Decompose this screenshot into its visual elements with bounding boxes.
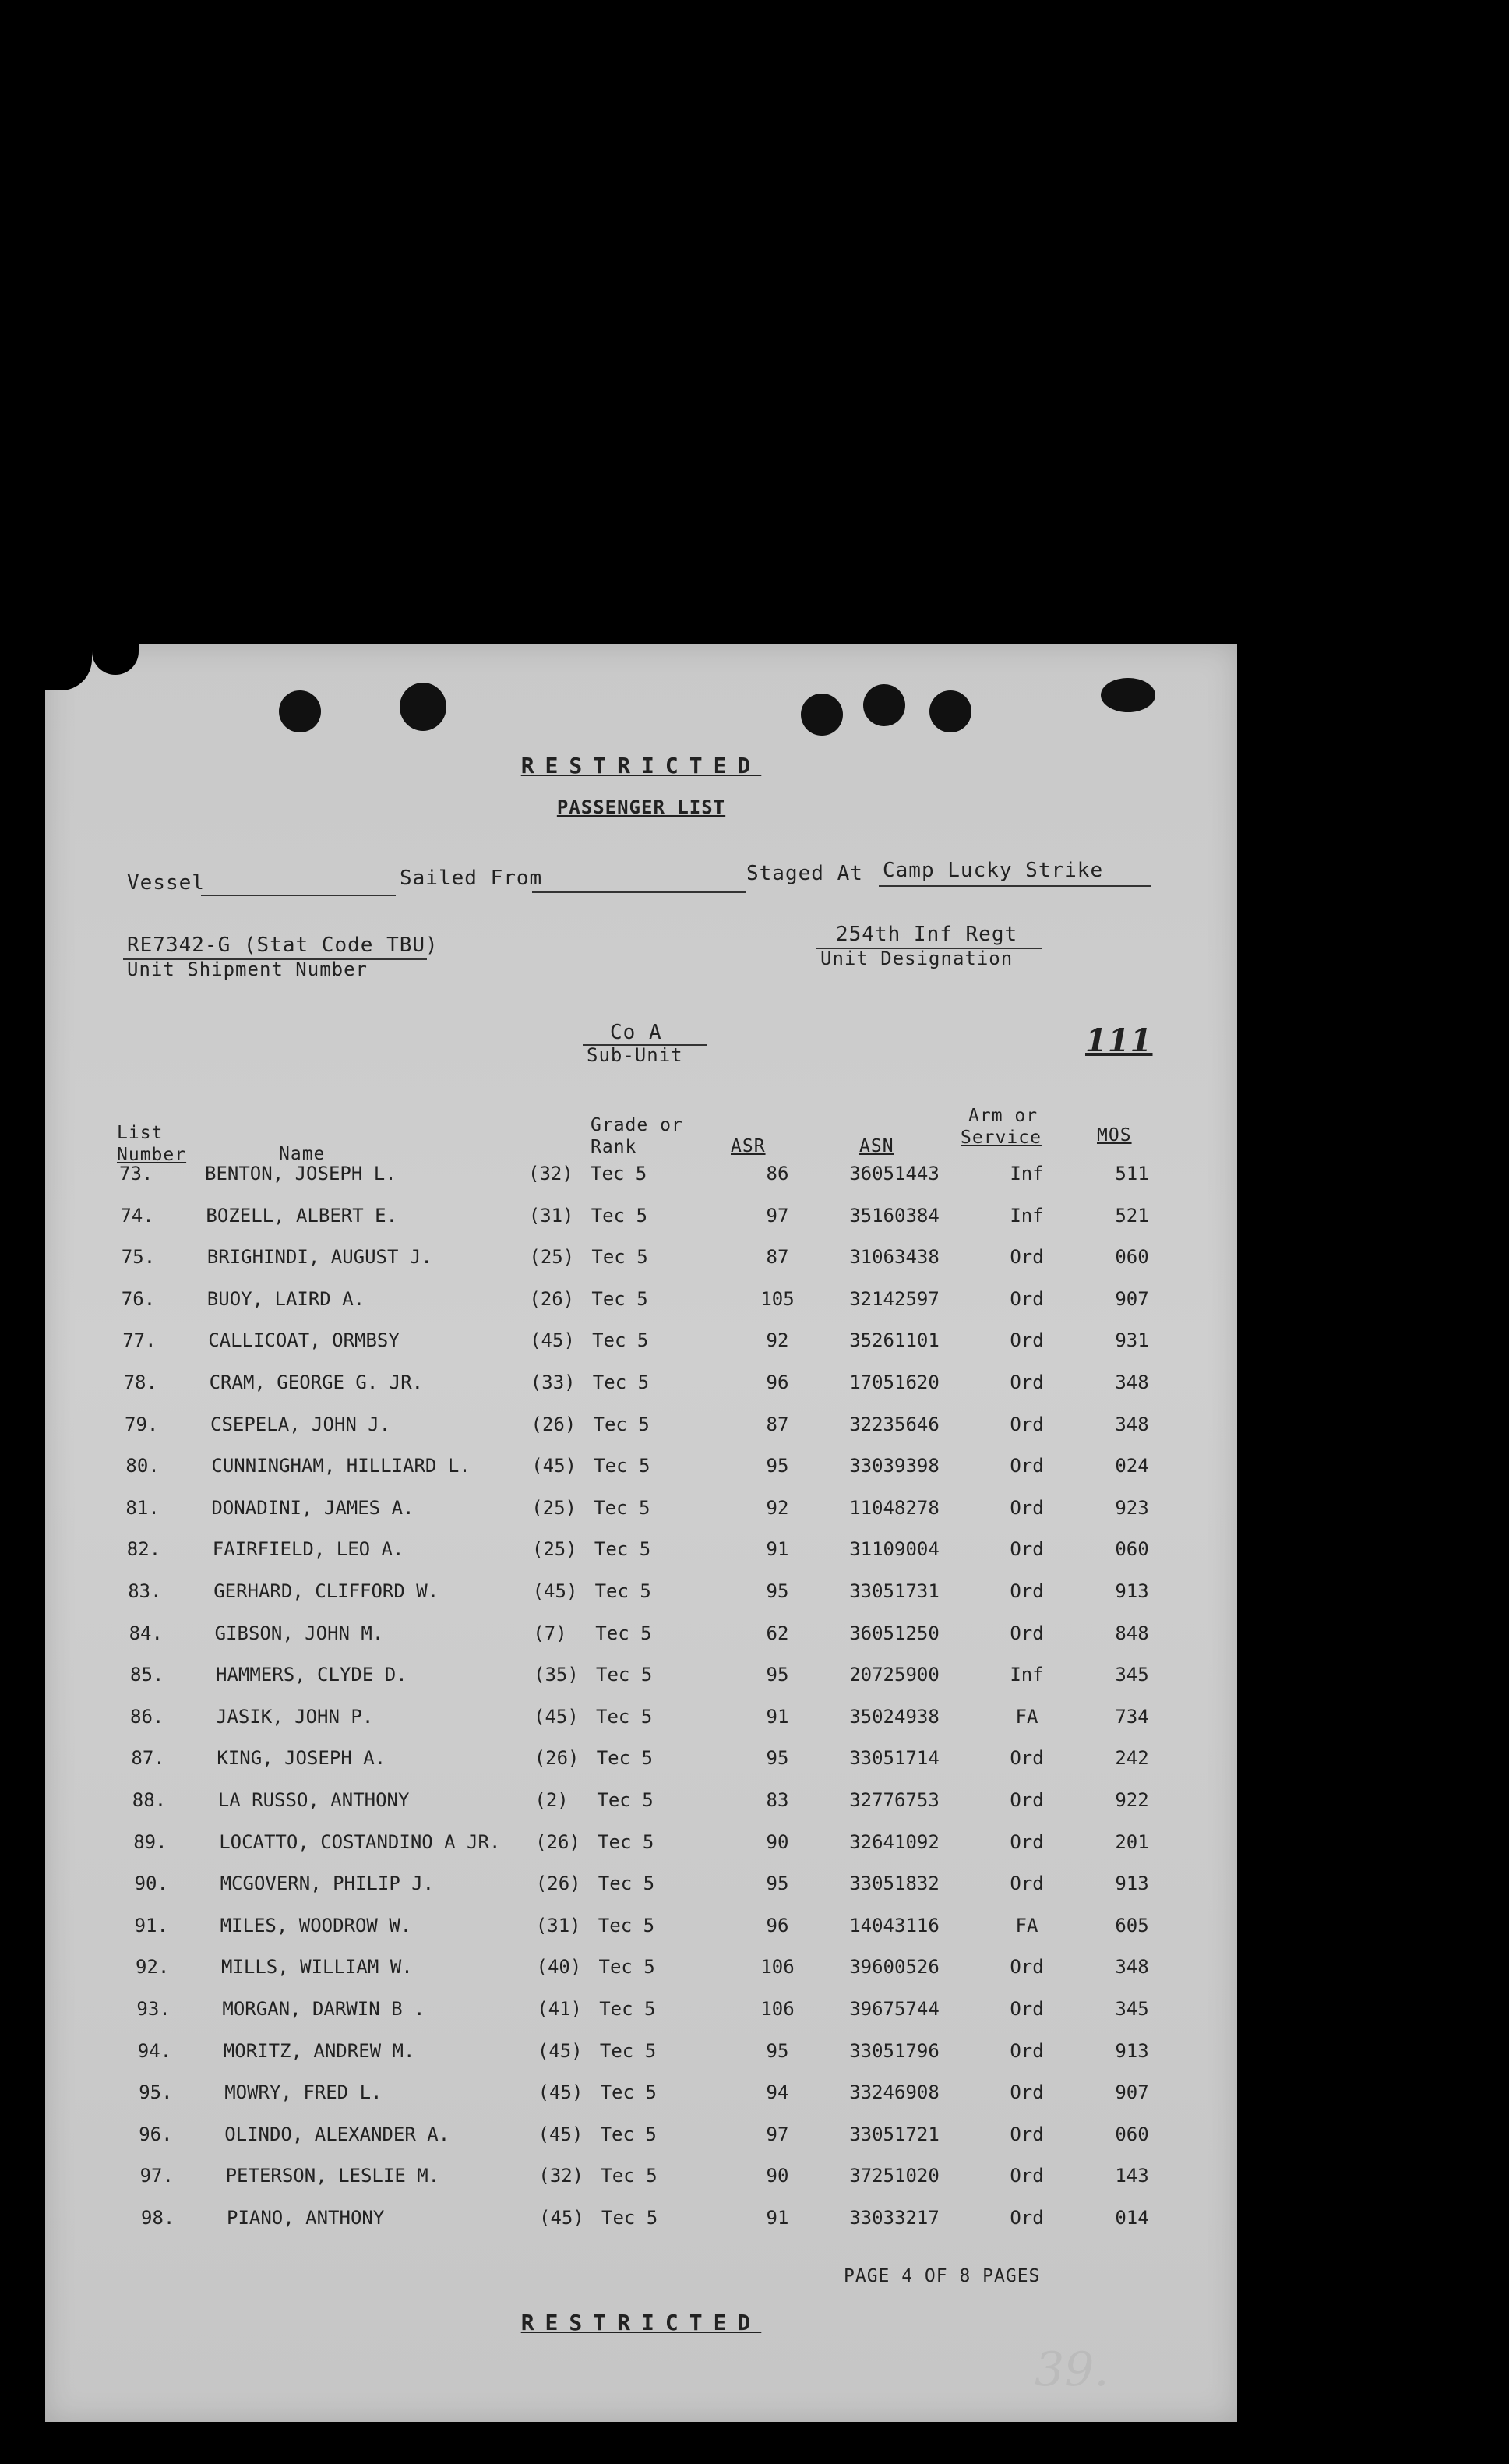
asr-value: 91: [766, 2207, 789, 2229]
page-indicator: PAGE 4 OF 8 PAGES: [844, 2266, 1041, 2286]
arm-service: Ord: [1010, 1329, 1044, 1352]
asn-value: 36051250: [849, 1622, 940, 1644]
asn-value: 20725900: [849, 1664, 940, 1686]
list-number: 82.: [126, 1538, 161, 1561]
asr-value: 90: [766, 1830, 789, 1853]
arm-service: Ord: [1010, 2039, 1044, 2062]
age-code: (26): [534, 1747, 580, 1770]
age-code: (45): [531, 1455, 576, 1477]
passenger-name: MORITZ, ANDREW M.: [223, 2039, 415, 2062]
handwritten-page-count: 111: [1085, 1022, 1153, 1059]
age-code: (32): [528, 1163, 573, 1184]
list-number: 79.: [125, 1413, 159, 1435]
mos-code: 345: [1115, 1998, 1149, 2020]
list-number: 75.: [121, 1246, 156, 1269]
asn-value: 32235646: [849, 1413, 940, 1435]
table-row: [45, 1747, 1237, 1778]
asn-value: 33051832: [849, 1873, 940, 1895]
grade: Tec 5: [596, 1664, 653, 1686]
classification-top: RESTRICTED: [520, 753, 762, 778]
asn-value: 11048278: [849, 1496, 940, 1519]
arm-service: Ord: [1010, 2081, 1044, 2104]
mos-code: 734: [1115, 1705, 1149, 1728]
asr-value: 106: [760, 1998, 795, 2020]
arm-service: Ord: [1010, 1371, 1044, 1393]
table-row: [45, 2165, 1237, 2196]
age-code: (40): [536, 1956, 582, 1979]
col-list-number: [117, 1122, 186, 1166]
passenger-name: MCGOVERN, PHILIP J.: [220, 1873, 435, 1895]
table-row: [45, 1915, 1237, 1946]
mos-code: 348: [1115, 1956, 1149, 1979]
arm-service: Ord: [1010, 2207, 1044, 2229]
asn-value: 33051731: [849, 1580, 940, 1602]
asr-value: 97: [766, 2123, 789, 2145]
mos-code: 907: [1115, 2081, 1149, 2104]
passenger-name: CALLICOAT, ORMBSY: [208, 1329, 400, 1352]
handwritten-number: 39.: [1035, 2342, 1109, 2397]
table-row: [45, 1789, 1237, 1820]
col-arm-l1: Arm or: [968, 1106, 1038, 1126]
mos-code: 060: [1115, 1246, 1149, 1269]
mos-code: 922: [1115, 1789, 1149, 1811]
arm-service: Ord: [1010, 1956, 1044, 1979]
col-asr: ASR: [731, 1136, 766, 1156]
mos-code: 848: [1115, 1622, 1149, 1644]
age-code: (35): [534, 1664, 579, 1686]
arm-service: Ord: [1010, 2123, 1044, 2145]
mos-code: 511: [1115, 1163, 1149, 1184]
mos-code: 348: [1115, 1413, 1149, 1435]
passenger-name: FAIRFIELD, LEO A.: [212, 1538, 404, 1561]
mos-code: 348: [1115, 1371, 1149, 1393]
asn-value: 31109004: [849, 1538, 940, 1561]
asn-value: 33051721: [849, 2123, 940, 2145]
grade: Tec 5: [594, 1455, 650, 1477]
asn-value: 35160384: [849, 1204, 940, 1227]
asr-value: 95: [766, 1664, 789, 1686]
age-code: (7): [533, 1622, 567, 1644]
grade: Tec 5: [598, 1873, 655, 1895]
arm-service: Ord: [1010, 2165, 1044, 2187]
mos-code: 913: [1115, 1580, 1149, 1602]
asr-value: 87: [766, 1413, 789, 1435]
col-list-number-l2: Number: [117, 1145, 187, 1165]
list-number: 84.: [129, 1622, 163, 1644]
asr-value: 105: [760, 1287, 795, 1310]
grade: Tec 5: [591, 1246, 648, 1269]
age-code: (2): [534, 1789, 569, 1811]
mos-code: 605: [1115, 1914, 1149, 1936]
passenger-name: OLINDO, ALEXANDER A.: [224, 2123, 450, 2145]
unit-shipment-value: RE7342-G (Stat Code TBU): [127, 934, 439, 957]
table-row: [45, 1246, 1237, 1277]
arm-service: Ord: [1010, 1747, 1044, 1770]
table-row: [45, 1455, 1237, 1486]
passenger-name: LOCATTO, COSTANDINO A JR.: [219, 1830, 501, 1853]
table-row: [45, 1163, 1237, 1194]
mos-code: 521: [1115, 1204, 1149, 1227]
passenger-name: HAMMERS, CLYDE D.: [216, 1664, 407, 1686]
asr-value: 96: [766, 1371, 789, 1393]
grade: Tec 5: [593, 1413, 650, 1435]
asn-value: 17051620: [849, 1371, 940, 1393]
asn-value: 32776753: [849, 1789, 940, 1811]
sailed-from-label: Sailed From: [400, 867, 543, 890]
mos-code: 913: [1115, 2039, 1149, 2062]
staged-at-value: Camp Lucky Strike: [883, 859, 1104, 882]
sub-unit-label: Sub-Unit: [587, 1044, 683, 1066]
arm-service: Ord: [1010, 1287, 1044, 1310]
grade: Tec 5: [592, 1371, 650, 1393]
list-number: 73.: [119, 1163, 153, 1184]
unit-shipment-label: Unit Shipment Number: [127, 958, 368, 980]
arm-service: Inf: [1010, 1163, 1044, 1184]
col-arm-l2: Service: [961, 1128, 1042, 1148]
passenger-name: JASIK, JOHN P.: [216, 1705, 374, 1728]
asn-value: 33039398: [849, 1455, 940, 1477]
punch-hole: [801, 694, 843, 736]
grade: Tec 5: [601, 2165, 658, 2187]
col-grade: [591, 1114, 683, 1158]
list-number: 97.: [139, 2165, 174, 2187]
age-code: (25): [529, 1246, 575, 1269]
passenger-name: BRIGHINDI, AUGUST J.: [206, 1246, 432, 1269]
passenger-name: CUNNINGHAM, HILLIARD L.: [211, 1455, 471, 1477]
age-code: (45): [532, 1580, 578, 1602]
list-number: 92.: [136, 1956, 170, 1979]
grade: Tec 5: [598, 1830, 654, 1853]
list-number: 87.: [131, 1747, 165, 1770]
passenger-name: GIBSON, JOHN M.: [214, 1622, 384, 1644]
staged-at-label: Staged At: [746, 862, 863, 885]
arm-service: Ord: [1010, 1873, 1044, 1895]
asn-value: 33033217: [849, 2207, 940, 2229]
table-row: [45, 1664, 1237, 1695]
asr-value: 87: [766, 1246, 789, 1269]
asn-value: 33246908: [849, 2081, 940, 2104]
arm-service: Ord: [1010, 1246, 1044, 1269]
table-row: [45, 2123, 1237, 2155]
age-code: (45): [539, 2207, 584, 2229]
passenger-name: GERHARD, CLIFFORD W.: [213, 1580, 439, 1602]
passenger-name: MILES, WOODROW W.: [220, 1914, 412, 1936]
table-row: [45, 2207, 1237, 2238]
arm-service: FA: [1015, 1705, 1038, 1728]
passenger-name: KING, JOSEPH A.: [217, 1747, 386, 1770]
grade: Tec 5: [594, 1580, 651, 1602]
list-number: 74.: [120, 1204, 154, 1227]
age-code: (45): [530, 1329, 575, 1352]
grade: Tec 5: [600, 2081, 657, 2104]
asr-value: 83: [766, 1789, 789, 1811]
mos-code: 345: [1115, 1664, 1149, 1686]
table-row: [45, 2081, 1237, 2113]
punch-hole: [1101, 678, 1155, 712]
arm-service: Ord: [1010, 1455, 1044, 1477]
punch-hole: [929, 690, 971, 732]
asr-value: 92: [766, 1329, 789, 1352]
age-code: (25): [531, 1496, 576, 1519]
asr-value: 96: [766, 1914, 789, 1936]
grade: Tec 5: [595, 1622, 652, 1644]
list-number: 80.: [125, 1455, 160, 1477]
list-number: 88.: [132, 1789, 167, 1811]
arm-service: Ord: [1010, 1413, 1044, 1435]
grade: Tec 5: [591, 1163, 647, 1184]
age-code: (45): [538, 2123, 584, 2145]
age-code: (31): [535, 1914, 581, 1936]
asn-value: 35261101: [849, 1329, 940, 1352]
arm-service: FA: [1015, 1914, 1038, 1936]
table-row: [45, 1371, 1237, 1403]
grade: Tec 5: [592, 1329, 649, 1352]
list-number: 93.: [136, 1998, 171, 2020]
table-row: [45, 1873, 1237, 1904]
age-code: (33): [530, 1371, 576, 1393]
col-grade-l2: Rank: [591, 1137, 637, 1157]
list-number: 76.: [121, 1287, 156, 1310]
asn-value: 37251020: [849, 2165, 940, 2187]
mos-code: 024: [1115, 1455, 1149, 1477]
asn-value: 36051443: [849, 1163, 940, 1184]
passenger-name: MILLS, WILLIAM W.: [221, 1956, 413, 1979]
asr-value: 95: [766, 1455, 789, 1477]
age-code: (26): [535, 1830, 580, 1853]
list-number: 89.: [133, 1830, 167, 1853]
vessel-field: [201, 895, 396, 896]
table-row: [45, 1329, 1237, 1361]
grade: Tec 5: [597, 1789, 654, 1811]
table-row: [45, 1497, 1237, 1528]
age-code: (26): [535, 1873, 581, 1895]
document-page: [45, 644, 1237, 2422]
table-row: [45, 1414, 1237, 1445]
age-code: (45): [537, 2039, 583, 2062]
staged-at-field: [879, 885, 1151, 887]
arm-service: Ord: [1010, 1538, 1044, 1561]
passenger-name: MORGAN, DARWIN B .: [222, 1998, 425, 2020]
passenger-name: MOWRY, FRED L.: [224, 2081, 383, 2104]
unit-designation-value: 254th Inf Regt: [836, 923, 1018, 946]
asr-value: 90: [766, 2165, 789, 2187]
sailed-from-field: [532, 891, 746, 893]
age-code: (31): [528, 1204, 574, 1227]
passenger-name: PETERSON, LESLIE M.: [225, 2165, 440, 2187]
punch-hole: [400, 683, 446, 731]
asn-value: 32142597: [849, 1287, 940, 1310]
passenger-name: PIANO, ANTHONY: [227, 2207, 385, 2229]
asn-value: 14043116: [849, 1914, 940, 1936]
grade: Tec 5: [596, 1747, 653, 1770]
asr-value: 86: [766, 1163, 789, 1184]
asn-value: 32641092: [849, 1830, 940, 1853]
table-row: [45, 1622, 1237, 1654]
passenger-name: BUOY, LAIRD A.: [206, 1287, 365, 1310]
asr-value: 106: [760, 1956, 795, 1979]
asn-value: 33051796: [849, 2039, 940, 2062]
list-number: 90.: [134, 1873, 168, 1895]
torn-edge: [92, 644, 139, 675]
torn-corner: [45, 644, 92, 690]
mos-code: 907: [1115, 1287, 1149, 1310]
mos-code: 143: [1115, 2165, 1149, 2187]
asr-value: 62: [766, 1622, 789, 1644]
passenger-name: BOZELL, ALBERT E.: [206, 1204, 398, 1227]
mos-code: 913: [1115, 1873, 1149, 1895]
passenger-name: DONADINI, JAMES A.: [211, 1496, 414, 1519]
asr-value: 95: [766, 1873, 789, 1895]
list-number: 96.: [139, 2123, 173, 2145]
table-row: [45, 1706, 1237, 1737]
grade: Tec 5: [591, 1204, 647, 1227]
mos-code: 014: [1115, 2207, 1149, 2229]
arm-service: Ord: [1010, 1622, 1044, 1644]
passenger-name: BENTON, JOSEPH L.: [205, 1163, 397, 1184]
table-row: [45, 1205, 1237, 1236]
age-code: (32): [538, 2165, 584, 2187]
arm-service: Ord: [1010, 1580, 1044, 1602]
grade: Tec 5: [591, 1287, 648, 1310]
mos-code: 060: [1115, 1538, 1149, 1561]
list-number: 94.: [137, 2039, 172, 2062]
col-mos: MOS: [1097, 1125, 1132, 1146]
age-code: (45): [534, 1705, 579, 1728]
form-title: PASSENGER LIST: [556, 796, 726, 818]
grade: Tec 5: [599, 2039, 657, 2062]
list-number: 85.: [130, 1664, 164, 1686]
grade: Tec 5: [596, 1705, 653, 1728]
mos-code: 931: [1115, 1329, 1149, 1352]
table-row: [45, 1538, 1237, 1569]
passenger-name: CRAM, GEORGE G. JR.: [209, 1371, 424, 1393]
col-name: Name: [279, 1144, 326, 1164]
arm-service: Ord: [1010, 1789, 1044, 1811]
table-row: [45, 1831, 1237, 1862]
asn-value: 39675744: [849, 1998, 940, 2020]
age-code: (25): [531, 1538, 577, 1561]
asr-value: 94: [766, 2081, 789, 2104]
col-arm: [961, 1105, 1042, 1149]
asn-value: 39600526: [849, 1956, 940, 1979]
age-code: (26): [531, 1413, 576, 1435]
asr-value: 95: [766, 1747, 789, 1770]
grade: Tec 5: [598, 1956, 655, 1979]
grade: Tec 5: [599, 1998, 656, 2020]
asr-value: 95: [766, 2039, 789, 2062]
list-number: 91.: [134, 1914, 168, 1936]
punch-hole: [863, 684, 905, 726]
list-number: 77.: [122, 1329, 157, 1352]
arm-service: Ord: [1010, 1496, 1044, 1519]
table-row: [45, 1288, 1237, 1319]
list-number: 78.: [123, 1371, 157, 1393]
table-row: [45, 1956, 1237, 1987]
table-row: [45, 1998, 1237, 2029]
passenger-name: LA RUSSO, ANTHONY: [217, 1789, 410, 1811]
mos-code: 201: [1115, 1830, 1149, 1853]
age-code: (45): [538, 2081, 584, 2104]
list-number: 98.: [141, 2207, 175, 2229]
classification-bottom: RESTRICTED: [520, 2310, 762, 2335]
mos-code: 923: [1115, 1496, 1149, 1519]
list-number: 81.: [125, 1496, 160, 1519]
unit-designation-label: Unit Designation: [820, 948, 1014, 969]
grade: Tec 5: [598, 1914, 655, 1936]
grade: Tec 5: [594, 1496, 650, 1519]
asn-value: 35024938: [849, 1705, 940, 1728]
arm-service: Inf: [1010, 1204, 1044, 1227]
age-code: (26): [529, 1287, 575, 1310]
mos-code: 242: [1115, 1747, 1149, 1770]
arm-service: Ord: [1010, 1998, 1044, 2020]
punch-hole: [279, 690, 321, 732]
asr-value: 91: [766, 1538, 789, 1561]
asr-value: 92: [766, 1496, 789, 1519]
list-number: 86.: [130, 1705, 164, 1728]
passenger-name: CSEPELA, JOHN J.: [210, 1413, 391, 1435]
arm-service: Ord: [1010, 1830, 1044, 1853]
table-row: [45, 1580, 1237, 1611]
col-asn: ASN: [859, 1136, 894, 1156]
asn-value: 31063438: [849, 1246, 940, 1269]
sub-unit-value: Co A: [610, 1021, 662, 1044]
asn-value: 33051714: [849, 1747, 940, 1770]
table-row: [45, 2040, 1237, 2071]
grade: Tec 5: [601, 2207, 658, 2229]
vessel-label: Vessel: [127, 871, 205, 895]
mos-code: 060: [1115, 2123, 1149, 2145]
grade: Tec 5: [594, 1538, 651, 1561]
grade: Tec 5: [600, 2123, 657, 2145]
list-number: 95.: [139, 2081, 173, 2104]
asr-value: 97: [766, 1204, 789, 1227]
age-code: (41): [537, 1998, 582, 2020]
asr-value: 95: [766, 1580, 789, 1602]
list-number: 83.: [128, 1580, 162, 1602]
col-list-number-l1: List: [117, 1123, 164, 1143]
asr-value: 91: [766, 1705, 789, 1728]
col-grade-l1: Grade or: [591, 1115, 683, 1135]
arm-service: Inf: [1010, 1664, 1044, 1686]
